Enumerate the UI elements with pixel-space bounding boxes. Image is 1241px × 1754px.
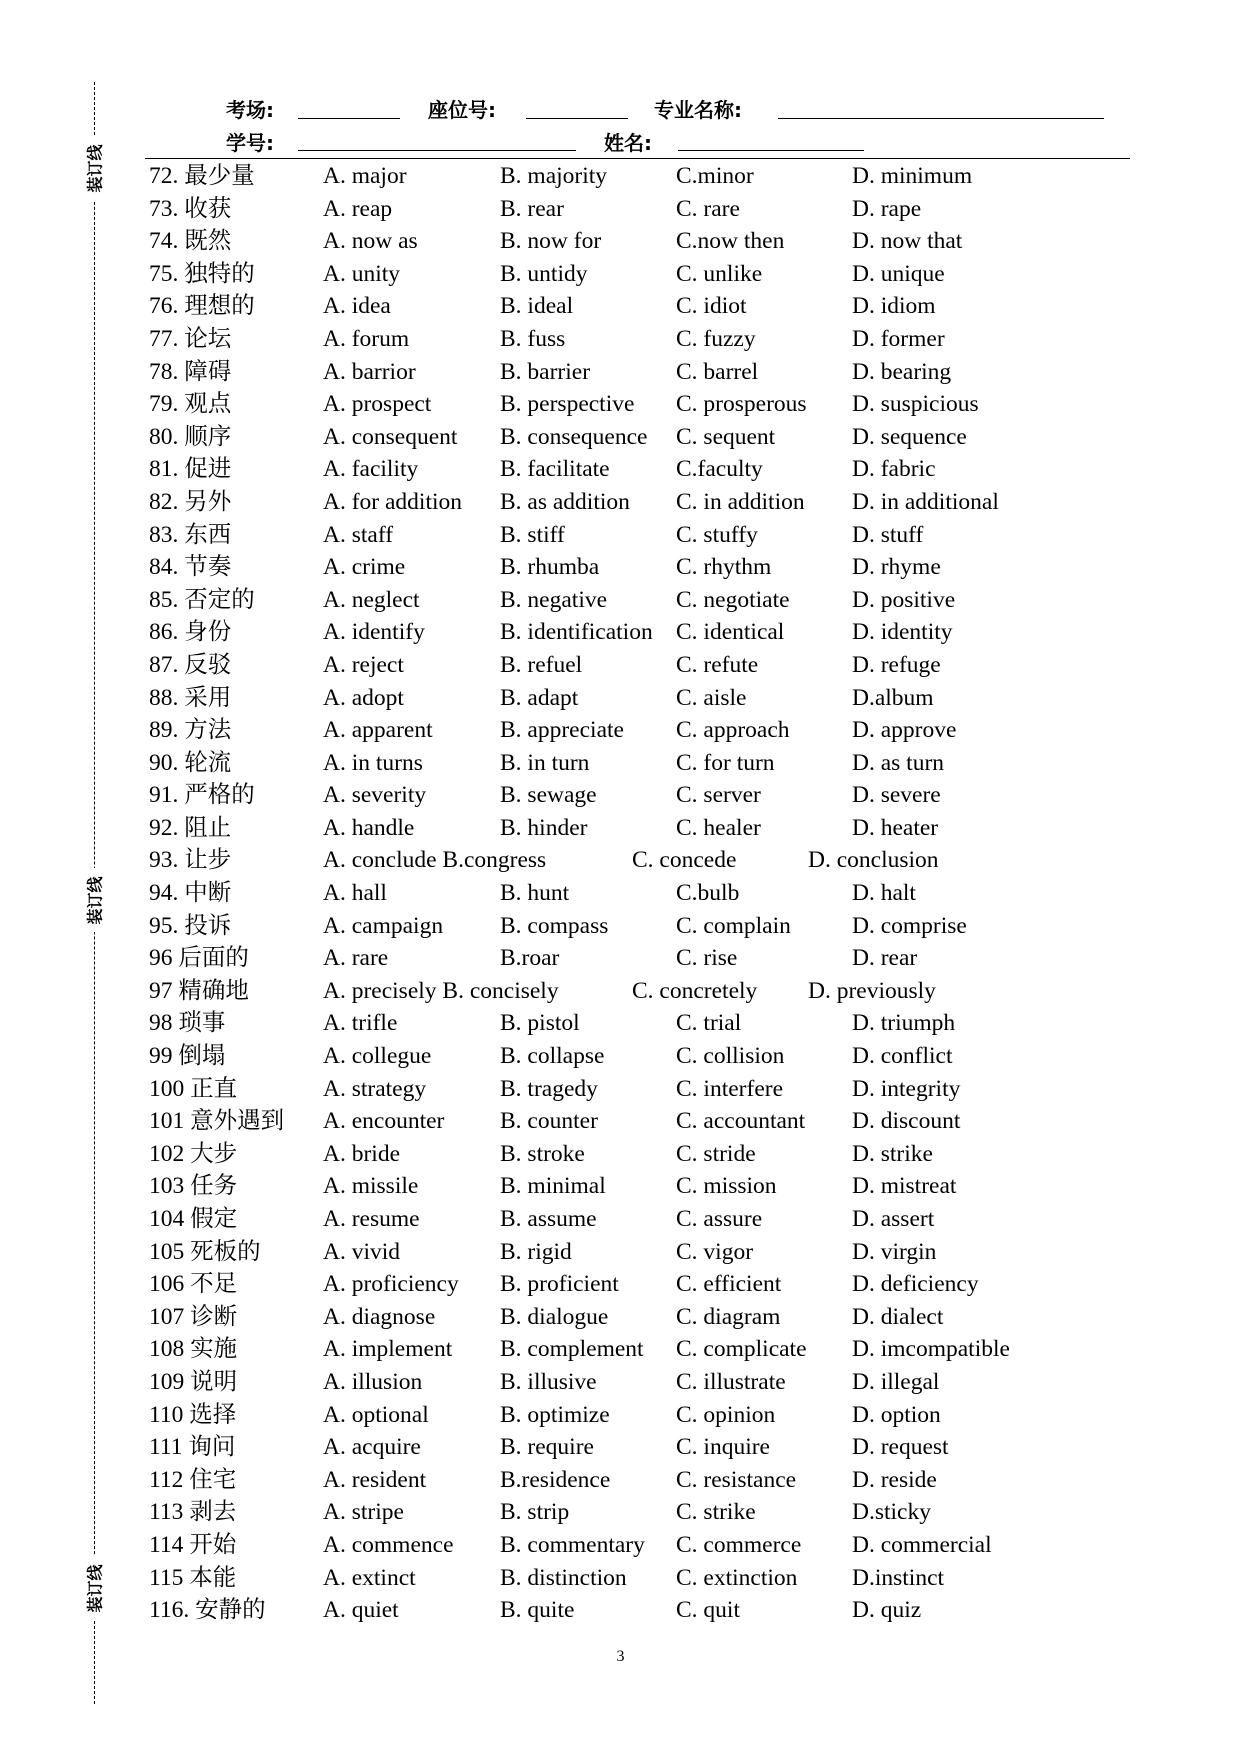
option-a: A. reject xyxy=(323,651,404,678)
question-prompt: 92. 阻止 xyxy=(149,814,232,841)
question-prompt: 104 假定 xyxy=(149,1206,238,1232)
question-prompt: 81. 促进 xyxy=(149,456,232,483)
question-prompt: 112 住宅 xyxy=(149,1466,237,1493)
option-c: C. accountant xyxy=(676,1108,806,1135)
option-d: D. mistreat xyxy=(852,1173,957,1200)
option-b: B. assume xyxy=(500,1206,597,1232)
question-prompt: 99 倒塌 xyxy=(149,1043,226,1070)
question-row xyxy=(0,779,1241,812)
question-prompt: 106 不足 xyxy=(149,1271,238,1298)
option-b: B.roar xyxy=(500,945,560,972)
option-b: B. distinction xyxy=(500,1564,627,1591)
question-prompt: 107 诊断 xyxy=(149,1303,238,1330)
option-c: C. aisle xyxy=(676,684,747,711)
option-c: C. server xyxy=(676,782,761,809)
question-prompt: 82. 另外 xyxy=(149,488,232,515)
option-b: B. negative xyxy=(500,586,608,613)
option-d: D. strike xyxy=(852,1140,933,1167)
option-c: C. complicate xyxy=(676,1336,807,1363)
option-b: B. pistol xyxy=(500,1010,580,1037)
option-b: B. stroke xyxy=(500,1140,585,1167)
option-c: C. sequent xyxy=(676,423,776,450)
option-d: D. identity xyxy=(852,619,953,646)
option-c: C. for turn xyxy=(676,749,775,776)
option-b: B. refuel xyxy=(500,651,583,678)
option-d: D. stuff xyxy=(852,521,924,548)
option-b: B. proficient xyxy=(500,1271,619,1298)
student-id-field[interactable] xyxy=(298,150,576,151)
question-row xyxy=(0,356,1241,389)
question-prompt: 113 剥去 xyxy=(149,1499,237,1526)
option-d: D. assert xyxy=(852,1206,935,1232)
option-d: D. in additional xyxy=(852,488,999,515)
option-b: B. stiff xyxy=(500,521,565,548)
question-prompt: 114 开始 xyxy=(149,1531,237,1558)
option-b: B. require xyxy=(500,1434,594,1461)
option-b: B. majority xyxy=(500,163,608,189)
question-row xyxy=(0,225,1241,258)
question-row xyxy=(0,193,1241,226)
option-b: B. counter xyxy=(500,1108,598,1135)
option-d: D. conclusion xyxy=(808,847,939,874)
option-b: B. commentary xyxy=(500,1531,645,1558)
major-name-field[interactable] xyxy=(778,118,1104,119)
option-a: A. barrior xyxy=(323,358,416,385)
option-c: C. illustrate xyxy=(676,1368,786,1395)
question-prompt: 109 说明 xyxy=(149,1368,238,1395)
option-c: C. stride xyxy=(676,1140,756,1167)
option-d: D. quiz xyxy=(852,1597,922,1624)
question-prompt: 96 后面的 xyxy=(149,945,249,972)
question-prompt: 84. 节奏 xyxy=(149,554,232,581)
question-row xyxy=(0,1431,1241,1464)
option-a: A. reap xyxy=(323,195,393,222)
option-a: A. apparent xyxy=(323,717,433,744)
option-c: C. strike xyxy=(676,1499,756,1526)
option-a: A. resident xyxy=(323,1466,427,1493)
option-c: C. identical xyxy=(676,619,785,646)
option-a: A. now as xyxy=(323,228,418,255)
option-b: B. strip xyxy=(500,1499,570,1526)
option-b: B. as addition xyxy=(500,488,630,515)
option-b: B. facilitate xyxy=(500,456,610,483)
question-prompt: 111 询问 xyxy=(149,1434,236,1461)
question-row xyxy=(0,1301,1241,1334)
question-prompt: 97 精确地 xyxy=(149,977,249,1004)
question-row xyxy=(0,584,1241,617)
option-c: C. refute xyxy=(676,651,759,678)
question-prompt: 85. 否定的 xyxy=(149,586,255,613)
option-c: C. vigor xyxy=(676,1238,754,1265)
option-b: B. dialogue xyxy=(500,1303,609,1330)
option-a: A. conclude B.congress xyxy=(323,847,547,874)
option-d: D. reside xyxy=(852,1466,937,1493)
question-prompt: 105 死板的 xyxy=(149,1238,261,1265)
option-d: D. bearing xyxy=(852,358,952,385)
question-row xyxy=(0,551,1241,584)
question-row xyxy=(0,258,1241,291)
option-a: A. campaign xyxy=(323,912,444,939)
option-d: D. discount xyxy=(852,1108,961,1135)
option-a: A. adopt xyxy=(323,684,404,711)
option-a: A. diagnose xyxy=(323,1303,436,1330)
option-b: B. complement xyxy=(500,1336,644,1363)
option-d: D. rhyme xyxy=(852,554,941,581)
question-row xyxy=(0,421,1241,454)
option-b: B. rigid xyxy=(500,1238,572,1265)
option-d: D. virgin xyxy=(852,1238,937,1265)
option-a: A. commence xyxy=(323,1531,454,1558)
option-b: B. identification xyxy=(500,619,653,646)
question-prompt: 101 意外遇到 xyxy=(149,1108,285,1135)
option-a: A. prospect xyxy=(323,391,432,418)
option-c: C. rare xyxy=(676,195,740,222)
option-a: A. forum xyxy=(323,325,410,352)
question-prompt: 115 本能 xyxy=(149,1564,237,1591)
option-d: D. comprise xyxy=(852,912,967,939)
option-d: D. approve xyxy=(852,717,957,744)
option-c: C. fuzzy xyxy=(676,325,756,352)
option-b: B. adapt xyxy=(500,684,579,711)
option-b: B. perspective xyxy=(500,391,635,418)
option-c: C. mission xyxy=(676,1173,777,1200)
option-c: C. efficient xyxy=(676,1271,782,1298)
question-prompt: 88. 采用 xyxy=(149,684,232,711)
option-a: A. unity xyxy=(323,260,401,287)
option-b: B. appreciate xyxy=(500,717,624,744)
option-d: D. previously xyxy=(808,977,936,1004)
question-prompt: 74. 既然 xyxy=(149,228,232,255)
question-row xyxy=(0,1366,1241,1399)
option-b: B. sewage xyxy=(500,782,597,809)
question-row xyxy=(0,1203,1241,1236)
option-a: A. for addition xyxy=(323,488,463,515)
question-row xyxy=(0,519,1241,552)
option-a: A. resume xyxy=(323,1206,420,1232)
option-c: C. negotiate xyxy=(676,586,790,613)
question-row xyxy=(0,1073,1241,1106)
option-c: C. rhythm xyxy=(676,554,772,581)
option-b: B. quite xyxy=(500,1597,575,1624)
option-c: C. concede xyxy=(632,847,737,874)
question-prompt: 91. 严格的 xyxy=(149,782,255,809)
option-d: D. halt xyxy=(852,880,916,907)
option-c: C. prosperous xyxy=(676,391,807,418)
option-d: D. idiom xyxy=(852,293,936,320)
option-d: D. heater xyxy=(852,814,939,841)
exam-room-field[interactable] xyxy=(298,118,400,119)
option-a: A. extinct xyxy=(323,1564,416,1591)
question-prompt: 83. 东西 xyxy=(149,521,232,548)
option-b: B. consequence xyxy=(500,423,648,450)
question-row xyxy=(0,290,1241,323)
name-field[interactable] xyxy=(678,150,864,151)
question-prompt: 75. 独特的 xyxy=(149,260,255,287)
question-prompt: 87. 反驳 xyxy=(149,651,232,678)
header-divider xyxy=(145,158,1130,159)
question-prompt: 89. 方法 xyxy=(149,717,232,744)
option-d: D. dialect xyxy=(852,1303,944,1330)
option-a: A. facility xyxy=(323,456,419,483)
option-d: D. sequence xyxy=(852,423,967,450)
option-b: B. in turn xyxy=(500,749,590,776)
question-row xyxy=(0,486,1241,519)
option-b: B. rhumba xyxy=(500,554,600,581)
question-prompt: 98 琐事 xyxy=(149,1010,226,1037)
option-c: C. in addition xyxy=(676,488,805,515)
question-row xyxy=(0,942,1241,975)
question-row xyxy=(0,323,1241,356)
option-c: C. extinction xyxy=(676,1564,798,1591)
option-a: A. in turns xyxy=(323,749,423,776)
option-a: A. implement xyxy=(323,1336,453,1363)
seat-no-field[interactable] xyxy=(526,118,628,119)
option-b: B. minimal xyxy=(500,1173,606,1200)
question-row xyxy=(0,160,1241,193)
option-a: A. strategy xyxy=(323,1075,427,1102)
option-b: B. hunt xyxy=(500,880,570,907)
option-c: C.minor xyxy=(676,163,754,189)
option-d: D. minimum xyxy=(852,163,973,189)
question-row xyxy=(0,453,1241,486)
option-c: C. opinion xyxy=(676,1401,776,1428)
question-prompt: 110 选择 xyxy=(149,1401,237,1428)
option-a: A. handle xyxy=(323,814,415,841)
binding-label-top: 装订线 xyxy=(74,136,114,200)
option-d: D. illegal xyxy=(852,1368,940,1395)
option-b: B. hinder xyxy=(500,814,588,841)
question-prompt: 76. 理想的 xyxy=(149,293,255,320)
seat-no-label: 座位号: xyxy=(428,98,496,122)
option-d: D. imcompatible xyxy=(852,1336,1010,1363)
option-c: C. concretely xyxy=(632,977,758,1004)
question-row xyxy=(0,1464,1241,1497)
option-d: D. option xyxy=(852,1401,941,1428)
option-a: A. acquire xyxy=(323,1434,421,1461)
option-c: C. approach xyxy=(676,717,790,744)
major-name-label: 专业名称: xyxy=(654,98,742,122)
student-id-label: 学号: xyxy=(226,131,274,155)
option-b: B. collapse xyxy=(500,1043,605,1070)
option-d: D.album xyxy=(852,684,934,711)
question-row xyxy=(0,1399,1241,1432)
option-d: D. conflict xyxy=(852,1043,953,1070)
option-d: D. rear xyxy=(852,945,918,972)
option-c: C. assure xyxy=(676,1206,763,1232)
question-prompt: 108 实施 xyxy=(149,1336,238,1363)
question-prompt: 86. 身份 xyxy=(149,619,232,646)
option-d: D. positive xyxy=(852,586,956,613)
option-b: B. fuss xyxy=(500,325,566,352)
question-row xyxy=(0,877,1241,910)
question-row xyxy=(0,910,1241,943)
option-c: C. barrel xyxy=(676,358,759,385)
option-c: C. resistance xyxy=(676,1466,797,1493)
option-d: D. request xyxy=(852,1434,949,1461)
question-row xyxy=(0,747,1241,780)
option-d: D. rape xyxy=(852,195,922,222)
option-c: C. idiot xyxy=(676,293,747,320)
option-a: A. quiet xyxy=(323,1597,399,1624)
option-d: D. fabric xyxy=(852,456,936,483)
question-row xyxy=(0,1529,1241,1562)
option-a: A. neglect xyxy=(323,586,420,613)
option-a: A. severity xyxy=(323,782,427,809)
option-b: B. compass xyxy=(500,912,609,939)
option-c: C. unlike xyxy=(676,260,763,287)
option-b: B. optimize xyxy=(500,1401,610,1428)
question-prompt: 116. 安静的 xyxy=(149,1597,266,1624)
option-c: C. quit xyxy=(676,1597,740,1624)
option-c: C.faculty xyxy=(676,456,763,483)
option-c: C. healer xyxy=(676,814,761,841)
question-row xyxy=(0,1236,1241,1269)
question-prompt: 80. 顺序 xyxy=(149,423,232,450)
question-row xyxy=(0,1170,1241,1203)
option-d: D.instinct xyxy=(852,1564,945,1591)
question-prompt: 93. 让步 xyxy=(149,847,232,874)
option-a: A. illusion xyxy=(323,1368,423,1395)
question-row xyxy=(0,616,1241,649)
question-row xyxy=(0,844,1241,877)
option-d: D. deficiency xyxy=(852,1271,979,1298)
question-row xyxy=(0,714,1241,747)
question-row xyxy=(0,1496,1241,1529)
question-row xyxy=(0,649,1241,682)
option-d: D. commercial xyxy=(852,1531,992,1558)
question-prompt: 103 任务 xyxy=(149,1173,238,1200)
question-row xyxy=(0,1105,1241,1138)
option-c: C. rise xyxy=(676,945,738,972)
option-d: D. suspicious xyxy=(852,391,979,418)
option-a: A. hall xyxy=(323,880,387,907)
option-a: A. identify xyxy=(323,619,425,646)
question-row xyxy=(0,1333,1241,1366)
question-row xyxy=(0,1594,1241,1627)
question-prompt: 78. 障碍 xyxy=(149,358,232,385)
exam-room-label: 考场: xyxy=(226,98,274,122)
option-a: A. optional xyxy=(323,1401,429,1428)
question-prompt: 95. 投诉 xyxy=(149,912,232,939)
option-b: B. tragedy xyxy=(500,1075,598,1102)
option-c: C. complain xyxy=(676,912,791,939)
option-c: C.bulb xyxy=(676,880,740,907)
option-c: C. stuffy xyxy=(676,521,758,548)
option-d: D. as turn xyxy=(852,749,945,776)
question-row xyxy=(0,682,1241,715)
option-a: A. consequent xyxy=(323,423,458,450)
binding-label-bottom: 装订线 xyxy=(74,1556,114,1620)
question-row xyxy=(0,1138,1241,1171)
option-c: C. interfere xyxy=(676,1075,784,1102)
option-a: A. bride xyxy=(323,1140,401,1167)
question-prompt: 77. 论坛 xyxy=(149,325,232,352)
option-c: C. diagram xyxy=(676,1303,781,1330)
option-d: D. unique xyxy=(852,260,945,287)
option-c: C. commerce xyxy=(676,1531,802,1558)
question-row xyxy=(0,1562,1241,1595)
option-a: A. collegue xyxy=(323,1043,432,1070)
option-d: D. refuge xyxy=(852,651,941,678)
question-row xyxy=(0,1007,1241,1040)
option-a: A. rare xyxy=(323,945,389,972)
option-a: A. stripe xyxy=(323,1499,404,1526)
question-prompt: 100 正直 xyxy=(149,1075,238,1102)
option-d: D. integrity xyxy=(852,1075,961,1102)
page-number: 3 xyxy=(616,1648,625,1665)
option-b: B. rear xyxy=(500,195,564,222)
question-prompt: 102 大步 xyxy=(149,1140,238,1167)
option-a: A. trifle xyxy=(323,1010,398,1037)
option-b: B. untidy xyxy=(500,260,588,287)
option-c: C. trial xyxy=(676,1010,742,1037)
question-prompt: 79. 观点 xyxy=(149,391,232,418)
option-a: A. proficiency xyxy=(323,1271,459,1298)
question-row xyxy=(0,388,1241,421)
option-b: B. now for xyxy=(500,228,602,255)
question-row xyxy=(0,1040,1241,1073)
binding-label-middle: 装订线 xyxy=(74,868,114,932)
question-prompt: 72. 最少量 xyxy=(149,163,255,189)
option-c: C. inquire xyxy=(676,1434,770,1461)
option-c: C.now then xyxy=(676,228,785,255)
option-d: D. triumph xyxy=(852,1010,956,1037)
option-a: A. staff xyxy=(323,521,394,548)
option-a: A. major xyxy=(323,163,407,189)
option-a: A. crime xyxy=(323,554,406,581)
option-d: D. severe xyxy=(852,782,941,809)
question-prompt: 90. 轮流 xyxy=(149,749,232,776)
option-d: D. now that xyxy=(852,228,963,255)
question-row xyxy=(0,1268,1241,1301)
option-d: D. former xyxy=(852,325,945,352)
option-a: A. encounter xyxy=(323,1108,445,1135)
question-row xyxy=(0,975,1241,1008)
question-row xyxy=(0,812,1241,845)
option-b: B. illusive xyxy=(500,1368,597,1395)
option-c: C. collision xyxy=(676,1043,785,1070)
option-a: A. missile xyxy=(323,1173,419,1200)
question-prompt: 73. 收获 xyxy=(149,195,232,222)
option-a: A. precisely B. concisely xyxy=(323,977,559,1004)
question-list xyxy=(0,160,1241,1627)
question-prompt: 94. 中断 xyxy=(149,880,232,907)
option-d: D.sticky xyxy=(852,1499,931,1526)
option-a: A. idea xyxy=(323,293,391,320)
option-b: B. barrier xyxy=(500,358,591,385)
option-b: B.residence xyxy=(500,1466,611,1493)
name-label: 姓名: xyxy=(604,131,652,155)
option-b: B. ideal xyxy=(500,293,574,320)
option-a: A. vivid xyxy=(323,1238,401,1265)
